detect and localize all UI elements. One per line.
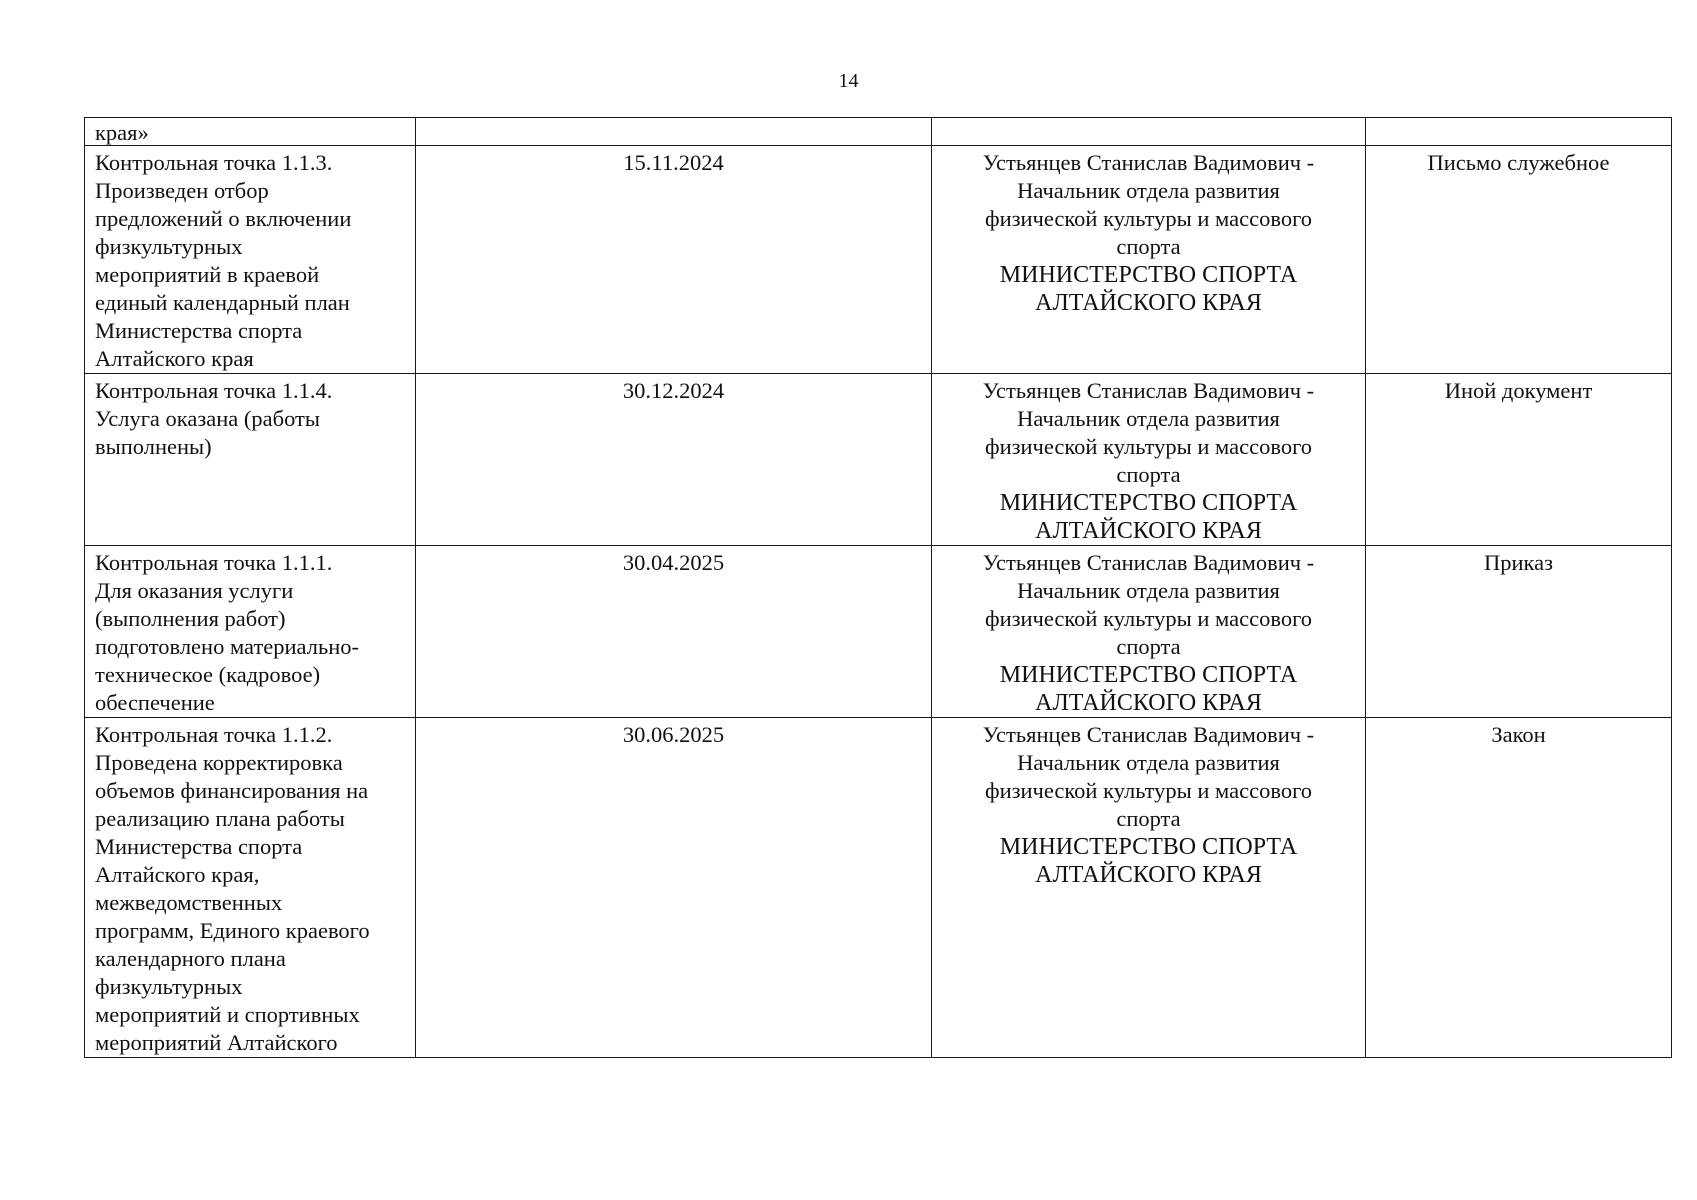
text-line: спорта (1116, 806, 1181, 831)
cell-responsible (932, 546, 1366, 718)
text-line: Алтайского края (95, 346, 254, 371)
text-line: единый календарный план (95, 290, 350, 315)
cell-document (1366, 374, 1672, 546)
text-line: объемов финансирования на (95, 778, 369, 803)
text-line: мероприятий Алтайского (95, 1030, 338, 1055)
table-row (85, 374, 1672, 546)
text-line: физической культуры и массового (985, 206, 1312, 231)
text-line: Устьянцев Станислав Вадимович - (982, 550, 1315, 575)
text-line: техническое (кадровое) (95, 662, 321, 687)
text-line: Контрольная точка 1.1.1. (95, 550, 333, 575)
control-points-table (84, 117, 1672, 1058)
text-line: обеспечение (95, 690, 215, 715)
document-type: Письмо служебное (1427, 150, 1610, 175)
cell-name (85, 718, 416, 1058)
text-line: выполнены) (95, 434, 212, 459)
cell-responsible (932, 374, 1366, 546)
table-row (85, 146, 1672, 374)
cell-responsible (932, 146, 1366, 374)
text-line: края» (95, 120, 149, 145)
text-line: подготовлено материально- (95, 634, 360, 659)
text-line: предложений о включении (95, 206, 352, 231)
text-line: Контрольная точка 1.1.3. (95, 150, 333, 175)
text-line: мероприятий в краевой (95, 262, 320, 287)
text-line: Услуга оказана (работы (95, 406, 320, 431)
text-line: Проведена корректировка (95, 750, 343, 775)
org-name-line: АЛТАЙСКОГО КРАЯ (1035, 518, 1262, 544)
text-line: межведомственных (95, 890, 283, 915)
text-line: Министерства спорта (95, 318, 303, 343)
cell-document (1366, 146, 1672, 374)
date-text: 15.11.2024 (623, 150, 724, 175)
text-line: спорта (1116, 634, 1181, 659)
table-row (85, 546, 1672, 718)
org-name-line: МИНИСТЕРСТВО СПОРТА (999, 662, 1298, 688)
cell-document (1366, 718, 1672, 1058)
document-type: Приказ (1483, 550, 1553, 575)
text-line: Контрольная точка 1.1.2. (95, 722, 333, 747)
cell-date (416, 718, 932, 1058)
org-name-line: АЛТАЙСКОГО КРАЯ (1035, 862, 1262, 888)
document-type: Иной документ (1444, 378, 1593, 403)
text-line: спорта (1116, 234, 1181, 259)
cell-responsible (932, 718, 1366, 1058)
cell-name (85, 146, 416, 374)
text-line: физической культуры и массового (985, 434, 1312, 459)
text-line: физической культуры и массового (985, 606, 1312, 631)
text-line: Начальник отдела развития (1017, 578, 1280, 603)
date-text: 30.12.2024 (622, 378, 725, 403)
text-line: Начальник отдела развития (1017, 406, 1280, 431)
text-line: физкультурных (95, 974, 243, 999)
text-line: спорта (1116, 462, 1181, 487)
org-name-line: АЛТАЙСКОГО КРАЯ (1035, 290, 1262, 316)
cell-name (85, 374, 416, 546)
text-line: Начальник отдела развития (1017, 750, 1280, 775)
text-line: Для оказания услуги (95, 578, 294, 603)
text-line: Начальник отдела развития (1017, 178, 1280, 203)
cell-document (1366, 546, 1672, 718)
table-row (85, 718, 1672, 1058)
document-type: Закон (1491, 722, 1546, 747)
org-name-line: МИНИСТЕРСТВО СПОРТА (999, 262, 1298, 288)
text-line: реализацию плана работы (95, 806, 345, 831)
cell-date (416, 546, 932, 718)
date-text: 30.04.2025 (622, 550, 725, 575)
text-line: Произведен отбор (95, 178, 269, 203)
text-line: Устьянцев Станислав Вадимович - (982, 150, 1315, 175)
text-line: (выполнения работ) (95, 606, 286, 631)
text-line: Контрольная точка 1.1.4. (95, 378, 333, 403)
text-line: мероприятий и спортивных (95, 1002, 360, 1027)
text-line: Алтайского края, (95, 862, 260, 887)
text-line: Министерства спорта (95, 834, 303, 859)
text-line: Устьянцев Станислав Вадимович - (982, 378, 1315, 403)
cell-date (416, 118, 932, 146)
text-line: физкультурных (95, 234, 243, 259)
cell-document (1366, 118, 1672, 146)
text-line: программ, Единого краевого (95, 918, 370, 943)
cell-name (85, 118, 416, 146)
org-name-line: АЛТАЙСКОГО КРАЯ (1035, 690, 1262, 716)
cell-date (416, 146, 932, 374)
text-line: Устьянцев Станислав Вадимович - (982, 722, 1315, 747)
date-text: 30.06.2025 (622, 722, 725, 747)
org-name-line: МИНИСТЕРСТВО СПОРТА (999, 490, 1298, 516)
text-line: физической культуры и массового (985, 778, 1312, 803)
cell-responsible (932, 118, 1366, 146)
org-name-line: МИНИСТЕРСТВО СПОРТА (999, 834, 1298, 860)
table-row-continuation (85, 118, 1672, 146)
cell-name (85, 546, 416, 718)
page-number: 14 (838, 70, 859, 92)
text-line: календарного плана (95, 946, 286, 971)
cell-date (416, 374, 932, 546)
